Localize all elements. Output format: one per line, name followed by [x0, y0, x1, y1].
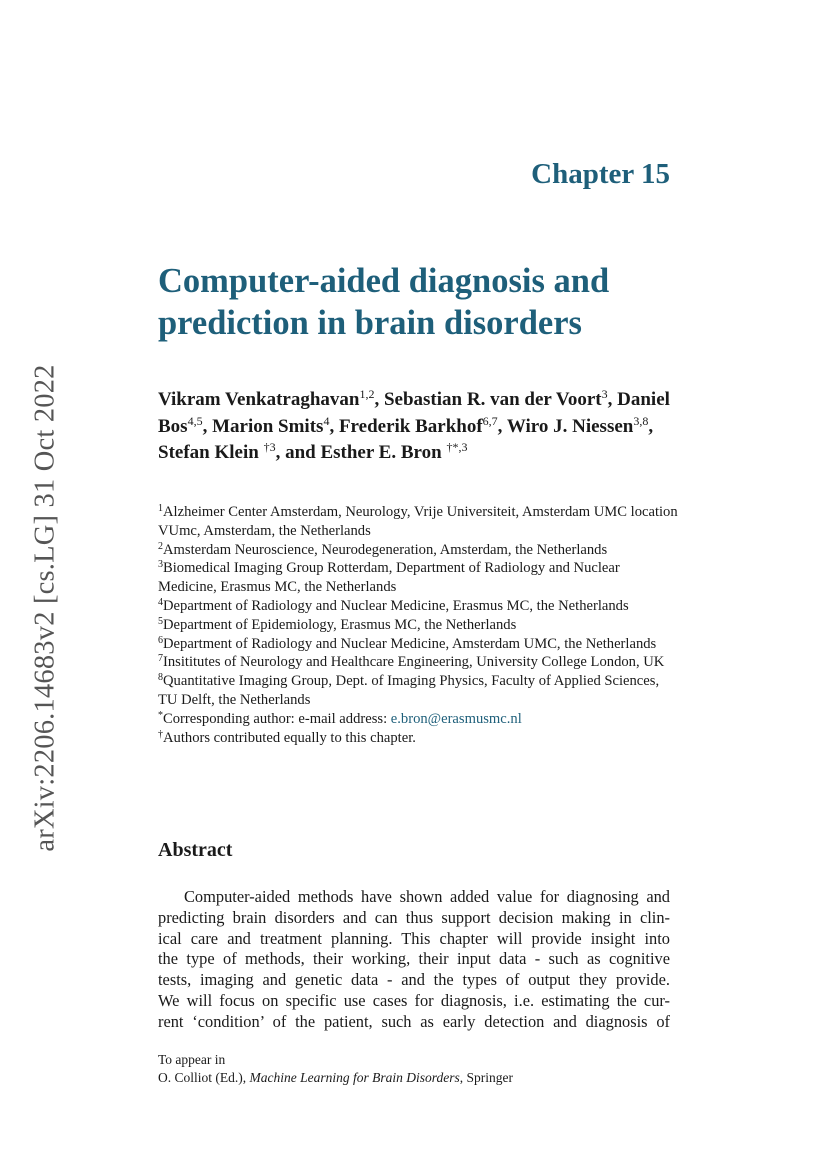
- author-affiliation-marker: 6,7: [482, 413, 498, 428]
- author-affiliation-marker: †3: [263, 440, 276, 454]
- title-line-2: prediction in brain disorders: [158, 304, 582, 342]
- author-separator: ,: [648, 415, 654, 437]
- author-list: [158, 387, 678, 467]
- author-name: Wiro J. Niessen: [506, 415, 634, 437]
- footnote-line-1: To appear in: [158, 1052, 226, 1067]
- footnote-line-2: [158, 1069, 513, 1087]
- author-separator: ,: [329, 415, 339, 437]
- affiliation-item: [158, 672, 678, 710]
- author-name: Frederik Barkhof: [338, 415, 483, 437]
- author-name: Marion Smits: [212, 415, 324, 437]
- publication-footnote: [158, 1051, 513, 1087]
- corresponding-author-note: [158, 710, 678, 729]
- author-affiliation-marker: 4: [323, 413, 330, 428]
- affiliation-number: 4: [158, 596, 163, 608]
- affiliation-text: Insititutes of Neurology and Healthcare Engineering, University College London, UK: [163, 654, 665, 671]
- affiliation-text: Alzheimer Center Amsterdam, Neurology, Vrije Universiteit, Amsterdam UMC location VUmc, Amsterdam, the Netherlands: [158, 504, 678, 539]
- author-name: Stefan Klein: [158, 442, 264, 463]
- footnote-publisher: , Springer: [459, 1070, 513, 1085]
- affiliation-item: [158, 541, 678, 560]
- abstract-line: Computer-aided methods have shown added value for diagnosing and: [184, 887, 670, 906]
- abstract-line: ical care and treatment planning. This chapter will provide insight into: [158, 928, 670, 948]
- affiliation-number: 5: [158, 615, 163, 627]
- abstract-body: [158, 887, 670, 1033]
- author-separator: ,: [202, 415, 213, 437]
- corresponding-text: Corresponding author: e-mail address:: [163, 710, 391, 727]
- footnote-editor: O. Colliot (Ed.),: [158, 1070, 250, 1085]
- chapter-title: [158, 260, 678, 344]
- abstract-line: tests, imaging and genetic data - and the types of output they provide.: [158, 970, 670, 990]
- author-name: Daniel Bos: [158, 389, 670, 437]
- affiliation-item: [158, 503, 678, 541]
- arxiv-identifier: arXiv:2206.14683v2 [cs.LG] 31 Oct 2022: [30, 363, 61, 852]
- affiliation-number: 7: [158, 653, 163, 665]
- affiliation-item: [158, 653, 678, 672]
- affiliation-text: Department of Epidemiology, Erasmus MC, the Netherlands: [163, 616, 517, 633]
- abstract-line: We will focus on specific use cases for diagnosis, i.e. estimating the cur-: [158, 990, 670, 1010]
- abstract-heading: Abstract: [158, 839, 233, 861]
- equal-contribution-note: [158, 729, 678, 748]
- affiliation-text: Department of Radiology and Nuclear Medicine, Erasmus MC, the Netherlands: [163, 597, 629, 614]
- equal-contribution-text: Authors contributed equally to this chapter.: [163, 729, 416, 746]
- affiliation-item: [158, 616, 678, 635]
- affiliation-text: Biomedical Imaging Group Rotterdam, Department of Radiology and Nuclear Medicine, Erasmus MC, the Netherlands: [158, 560, 620, 596]
- affiliation-number: 2: [158, 540, 163, 552]
- affiliation-number: 1: [158, 503, 163, 514]
- abstract-line: the type of methods, their working, their input data - such as cognitive: [158, 949, 670, 969]
- arxiv-sidebar: [16, 365, 76, 850]
- chapter-number: Chapter 15: [531, 158, 670, 190]
- author-separator: , and: [275, 442, 321, 463]
- affiliation-text: Amsterdam Neuroscience, Neurodegeneration, Amsterdam, the Netherlands: [163, 541, 608, 558]
- corresponding-marker: *: [158, 709, 163, 721]
- author-affiliation-marker: 3,8: [633, 413, 649, 428]
- affiliation-item: [158, 635, 678, 654]
- affiliation-item: [158, 559, 678, 597]
- abstract-line: rent ‘condition’ of the patient, such as early detection and diagnosis of: [158, 1011, 670, 1031]
- author-affiliation-marker: 1,2: [359, 387, 375, 401]
- affiliation-number: 3: [158, 559, 163, 571]
- author-name: Esther E. Bron: [320, 442, 447, 463]
- affiliation-text: Quantitative Imaging Group, Dept. of Imaging Physics, Faculty of Applied Sciences, TU Delft, the Netherlands: [158, 673, 660, 708]
- affiliation-number: 6: [158, 634, 163, 646]
- affiliation-number: 8: [158, 672, 163, 684]
- author-affiliation-marker: 4,5: [187, 413, 203, 428]
- abstract-line: predicting brain disorders and can thus support decision making in clin-: [158, 907, 670, 927]
- affiliation-item: [158, 597, 678, 616]
- author-name: Vikram Venkatraghavan: [158, 389, 360, 410]
- author-separator: ,: [607, 389, 618, 410]
- dagger-marker: †: [158, 728, 163, 740]
- footnote-book-title: Machine Learning for Brain Disorders: [249, 1070, 460, 1085]
- affiliation-list: [158, 503, 678, 747]
- author-separator: ,: [497, 415, 507, 437]
- author-affiliation-marker: 3: [601, 387, 608, 401]
- author-separator: ,: [374, 389, 384, 410]
- affiliation-text: Department of Radiology and Nuclear Medicine, Amsterdam UMC, the Netherlands: [163, 635, 657, 652]
- title-line-1: Computer-aided diagnosis and: [158, 262, 610, 300]
- email-link[interactable]: e.bron@erasmusmc.nl: [390, 710, 522, 727]
- author-name: Sebastian R. van der Voort: [383, 389, 602, 410]
- author-affiliation-marker: †*,3: [446, 440, 468, 454]
